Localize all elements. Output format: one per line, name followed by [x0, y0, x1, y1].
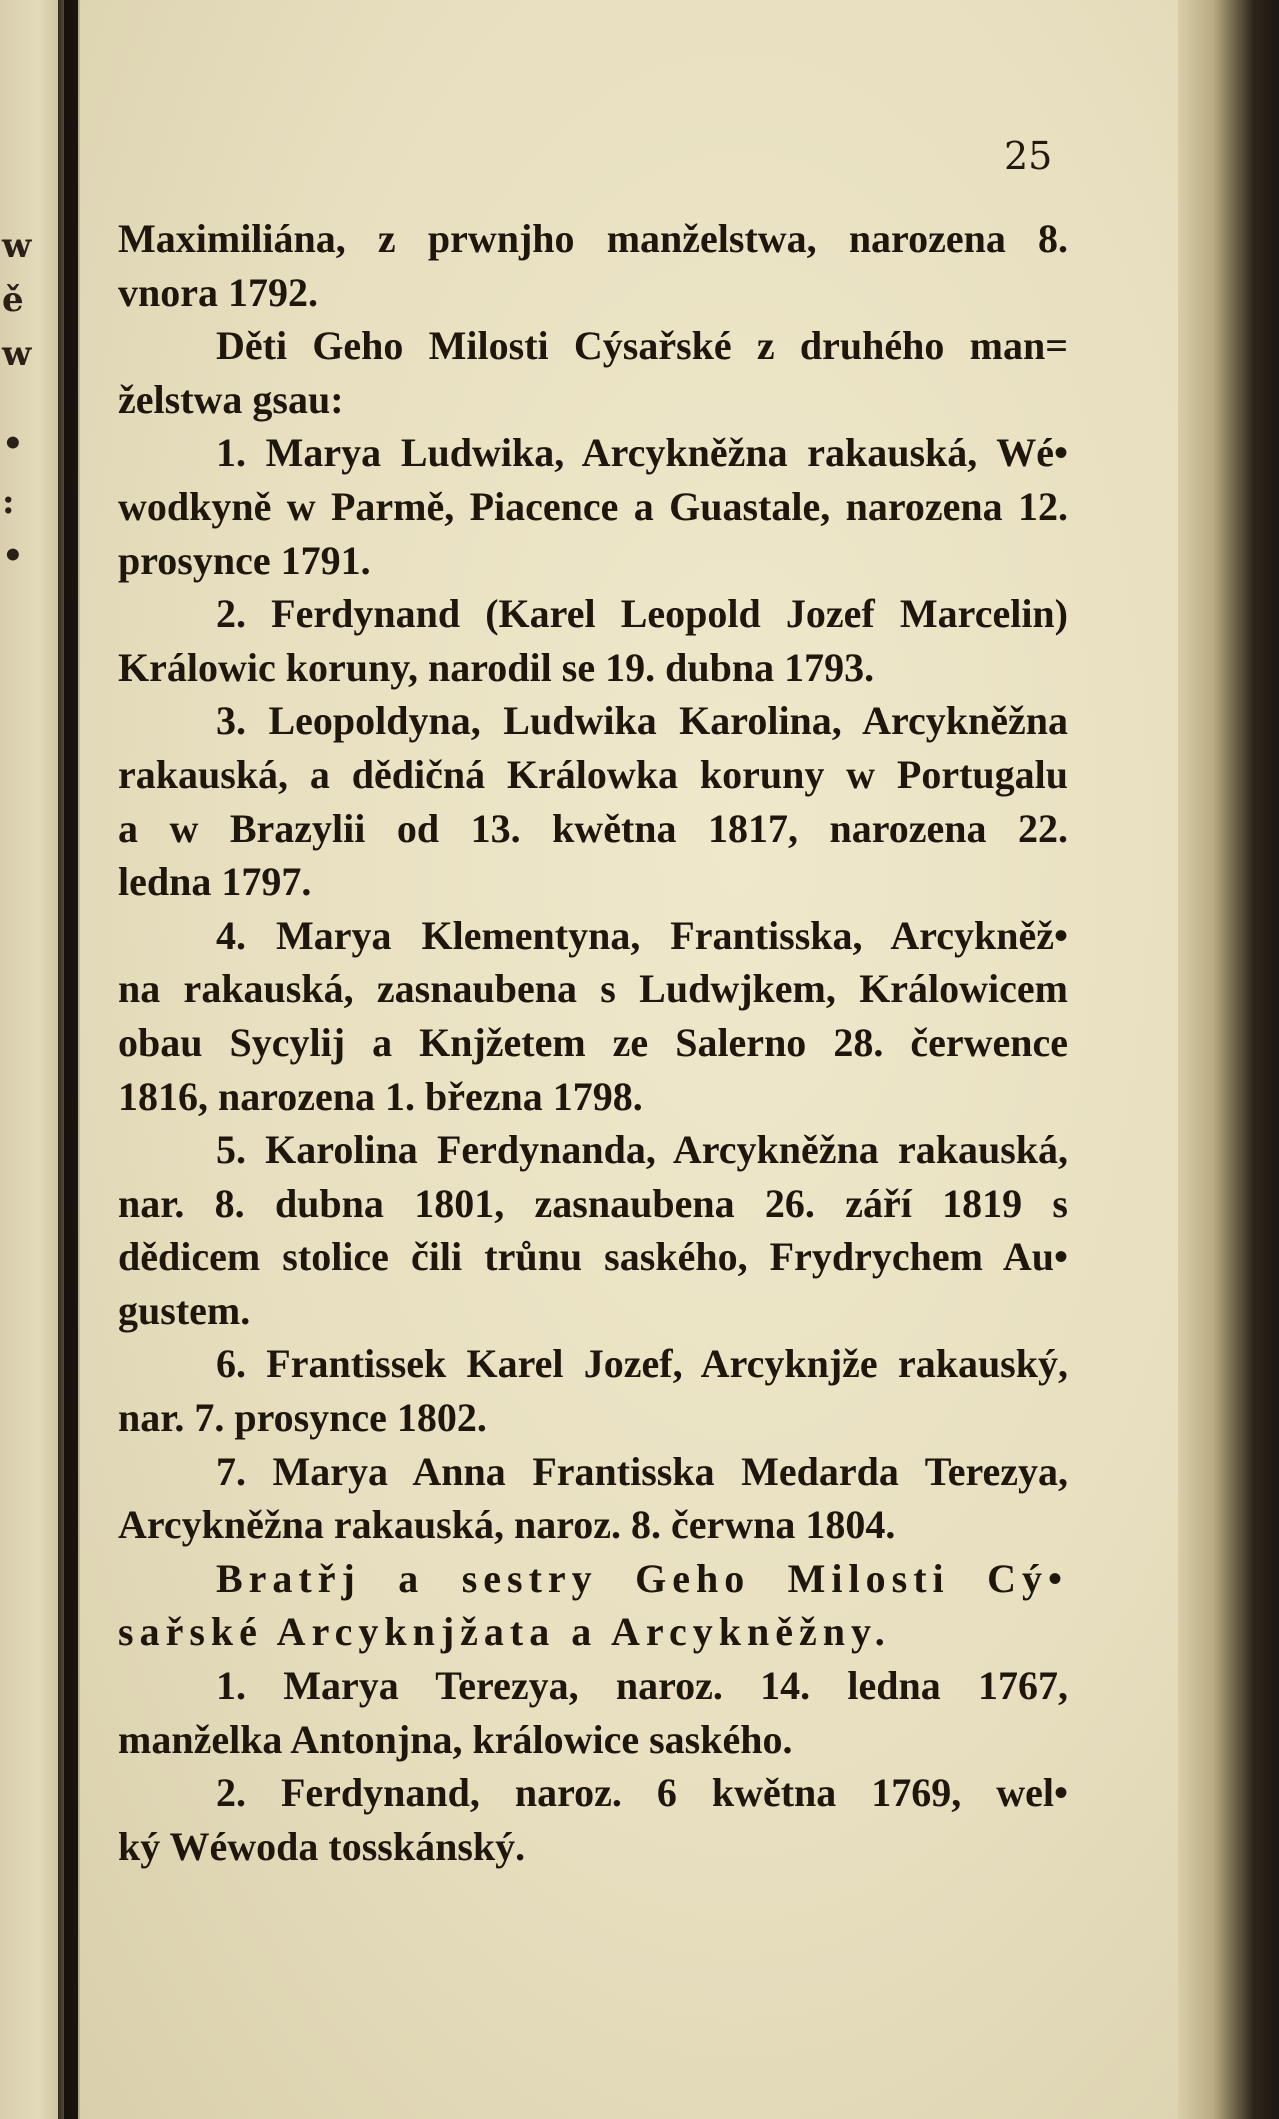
- text-line: Králowic koruny, narodil se 19. dubna 1793.: [118, 644, 875, 690]
- prev-page-fragment: w: [2, 334, 31, 374]
- text-line: sařské Arcyknjžata a Arcykněžny.: [118, 1609, 891, 1655]
- text-line: 4. Marya Klementyna, Frantisska, Arcykněž•: [216, 912, 1068, 958]
- prev-page-fragment: ě: [2, 280, 23, 320]
- page-body-text: [118, 212, 1068, 1873]
- text-line: prosynce 1791.: [118, 537, 371, 583]
- text-line: Maximiliána, z prwnjho manželstwa, narozena 8.: [118, 216, 1068, 261]
- text-line: 1. Marya Terezya, naroz. 14. ledna 1767,: [216, 1663, 1068, 1709]
- text-line: 5. Karolina Ferdynanda, Arcykněžna rakauská,: [216, 1127, 1068, 1173]
- previous-page-strip: [0, 0, 64, 2119]
- text-line: gustem.: [118, 1287, 251, 1333]
- gutter-shadow: [58, 0, 80, 2119]
- text-line: a w Brazylii od 13. kwětna 1817, narozena 22.: [118, 805, 1068, 851]
- text-line: ledna 1797.: [118, 859, 312, 905]
- text-line: wodkyně w Parmě, Piacence a Guastale, narozena 12.: [118, 483, 1068, 529]
- text-line: vnora 1792.: [118, 269, 318, 315]
- text-line: na rakauská, zasnaubena s Ludwjkem, Králowicem: [118, 966, 1068, 1012]
- page-number: 25: [1004, 134, 1053, 178]
- prev-page-fragment: w: [2, 226, 31, 266]
- text-line: rakauská, a dědičná Králowka koruny w Portugalu: [118, 751, 1068, 797]
- prev-page-fragment: •: [2, 424, 23, 464]
- text-line: 3. Leopoldyna, Ludwika Karolina, Arcykněžna: [216, 698, 1068, 744]
- text-line: želstwa gsau:: [118, 376, 344, 422]
- text-line: 7. Marya Anna Frantisska Medarda Terezya,: [216, 1448, 1068, 1494]
- text-line: ký Wéwoda tosskánský.: [118, 1823, 526, 1869]
- text-line: obau Sycylij a Knjžetem ze Salerno 28. čerwence: [118, 1019, 1068, 1065]
- text-line: 1816, narozena 1. března 1798.: [118, 1073, 643, 1119]
- text-line: 2. Ferdynand, naroz. 6 kwětna 1769, wel•: [216, 1770, 1068, 1816]
- text-line: manželka Antonjna, králowice saského.: [118, 1716, 793, 1762]
- text-line: 2. Ferdynand (Karel Leopold Jozef Marcelin): [216, 591, 1068, 637]
- text-line: dědicem stolice čili trůnu saského, Frydrychem Au•: [118, 1234, 1068, 1280]
- text-line: 1. Marya Ludwika, Arcykněžna rakauská, Wé•: [216, 430, 1068, 476]
- text-line: nar. 7. prosynce 1802.: [118, 1395, 487, 1441]
- text-line: Arcykněžna rakauská, naroz. 8. čerwna 1804.: [118, 1502, 896, 1548]
- prev-page-fragment: •: [2, 536, 23, 576]
- page-edge: [1178, 0, 1279, 2119]
- text-line: Bratřj a sestry Geho Milosti Cý•: [216, 1555, 1068, 1601]
- prev-page-fragment: :: [2, 482, 14, 522]
- text-line: 6. Frantissek Karel Jozef, Arcyknjže rakauský,: [216, 1341, 1068, 1387]
- text-line: nar. 8. dubna 1801, zasnaubena 26. září 1819 s: [118, 1180, 1068, 1226]
- text-line: Děti Geho Milosti Cýsařské z druhého man=: [216, 323, 1068, 369]
